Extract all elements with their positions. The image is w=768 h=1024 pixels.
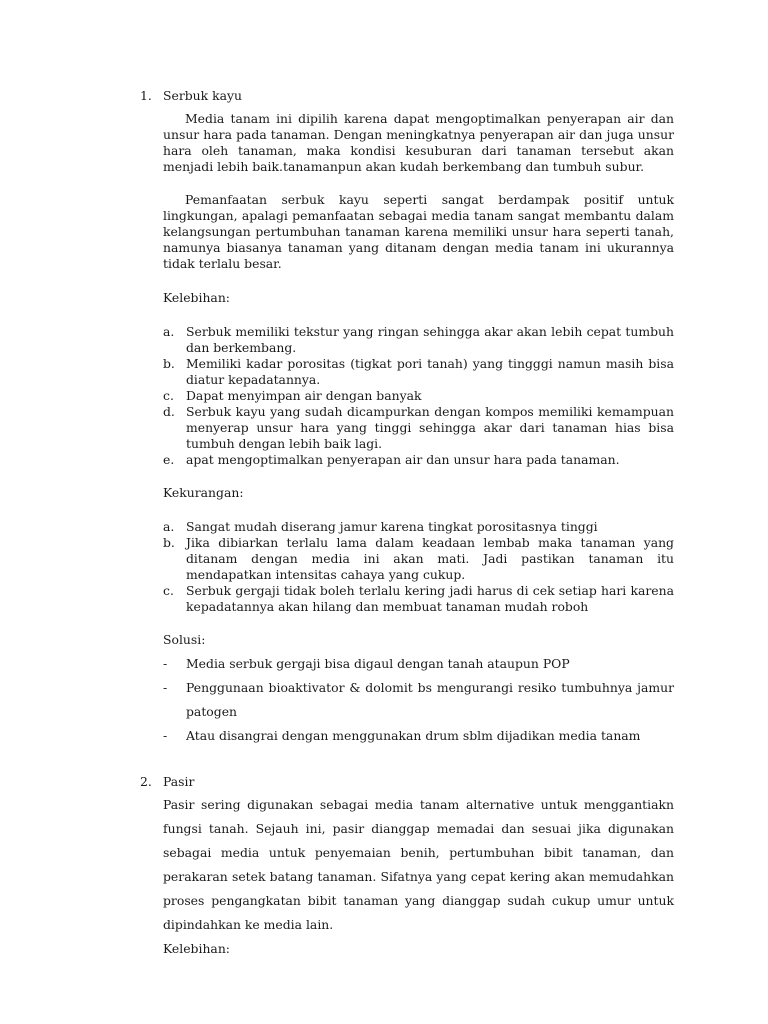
- section-2-kelebihan-label: Kelebihan:: [163, 941, 230, 956]
- section-2-paragraph: Pasir sering digunakan sebagai media tanam alternative untuk menggantiakn fungsi tanah. Sejauh ini, pasir dianggap memadai dan sesuai jika digunakan sebagai media untuk penyemaian benih, pertumbuhan bibit tanaman, dan perakaran setek batang tanaman. Sifatnya yang cepat kering akan memudahkan proses pengangkatan bibit tanaman yang dianggap sudah cukup umur untuk dipindahkan ke media lain.: [163, 797, 674, 932]
- list-item: b. Jika dibiarkan terlalu lama dalam keadaan lembab maka tanaman yang ditanam dengan media ini akan mati. Jadi pastikan tanaman itu mendapatkan intensitas cahaya yang cukup.: [163, 535, 674, 582]
- section-2-title: Pasir: [163, 774, 195, 789]
- list-item: e. apat mengoptimalkan penyerapan air dan unsur hara pada tanaman.: [163, 452, 620, 467]
- list-item: - Media serbuk gergaji bisa digaul dengan tanah ataupun POP: [163, 656, 570, 671]
- list-item: a. Serbuk memiliki tekstur yang ringan sehingga akar akan lebih cepat tumbuh dan berkembang.: [163, 324, 674, 355]
- section-1-paragraph-2: Pemanfaatan serbuk kayu seperti sangat berdampak positif untuk lingkungan, apalagi pemanfaatan sebagai media tanam sangat membantu dalam kelangsungan pertumbuhan tanaman karena memiliki unsur hara seperti tanah, namunya biasanya tanaman yang ditanam dengan media tanam ini ukurannya tidak terlalu besar.: [163, 192, 674, 271]
- kelebihan-label: Kelebihan:: [163, 290, 230, 305]
- list-item: - Penggunaan bioaktivator & dolomit bs mengurangi resiko tumbuhnya jamur patogen: [163, 680, 674, 719]
- kelebihan-list: [163, 324, 674, 468]
- list-item: c. Serbuk gergaji tidak boleh terlalu kering jadi harus di cek setiap hari karena kepadatannya akan hilang dan membuat tanaman mudah roboh: [163, 583, 674, 614]
- list-item: a. Sangat mudah diserang jamur karena tingkat porositasnya tinggi: [163, 519, 598, 534]
- list-item: c. Dapat menyimpan air dengan banyak: [163, 388, 422, 403]
- list-item: b. Memiliki kadar porositas (tigkat pori tanah) yang tingggi namun masih bisa diatur kepadatannya.: [163, 356, 674, 387]
- solusi-list: [163, 652, 674, 748]
- kekurangan-label: Kekurangan:: [163, 485, 244, 500]
- section-2-body: [163, 793, 674, 961]
- section-1-paragraph-1: Media tanam ini dipilih karena dapat mengoptimalkan penyerapan air dan unsur hara pada tanaman. Dengan meningkatnya penyerapan air dan juga unsur hara oleh tanaman, maka kondisi kesuburan dari tanaman tersebut akan menjadi lebih baik.tanamanpun akan kudah berkembang dan tumbuh subur.: [163, 111, 674, 174]
- section-2-number: 2.: [140, 774, 152, 789]
- section-1-number: 1.: [140, 88, 152, 103]
- list-item: - Atau disangrai dengan menggunakan drum sblm dijadikan media tanam: [163, 728, 641, 743]
- solusi-label: Solusi:: [163, 632, 206, 647]
- kekurangan-list: [163, 519, 674, 615]
- section-1-title: Serbuk kayu: [163, 88, 242, 103]
- list-item: d. Serbuk kayu yang sudah dicampurkan dengan kompos memiliki kemampuan menyerap unsur hara yang tinggi sehingga akar dari tanaman hias bisa tumbuh dengan lebih baik lagi.: [163, 404, 674, 451]
